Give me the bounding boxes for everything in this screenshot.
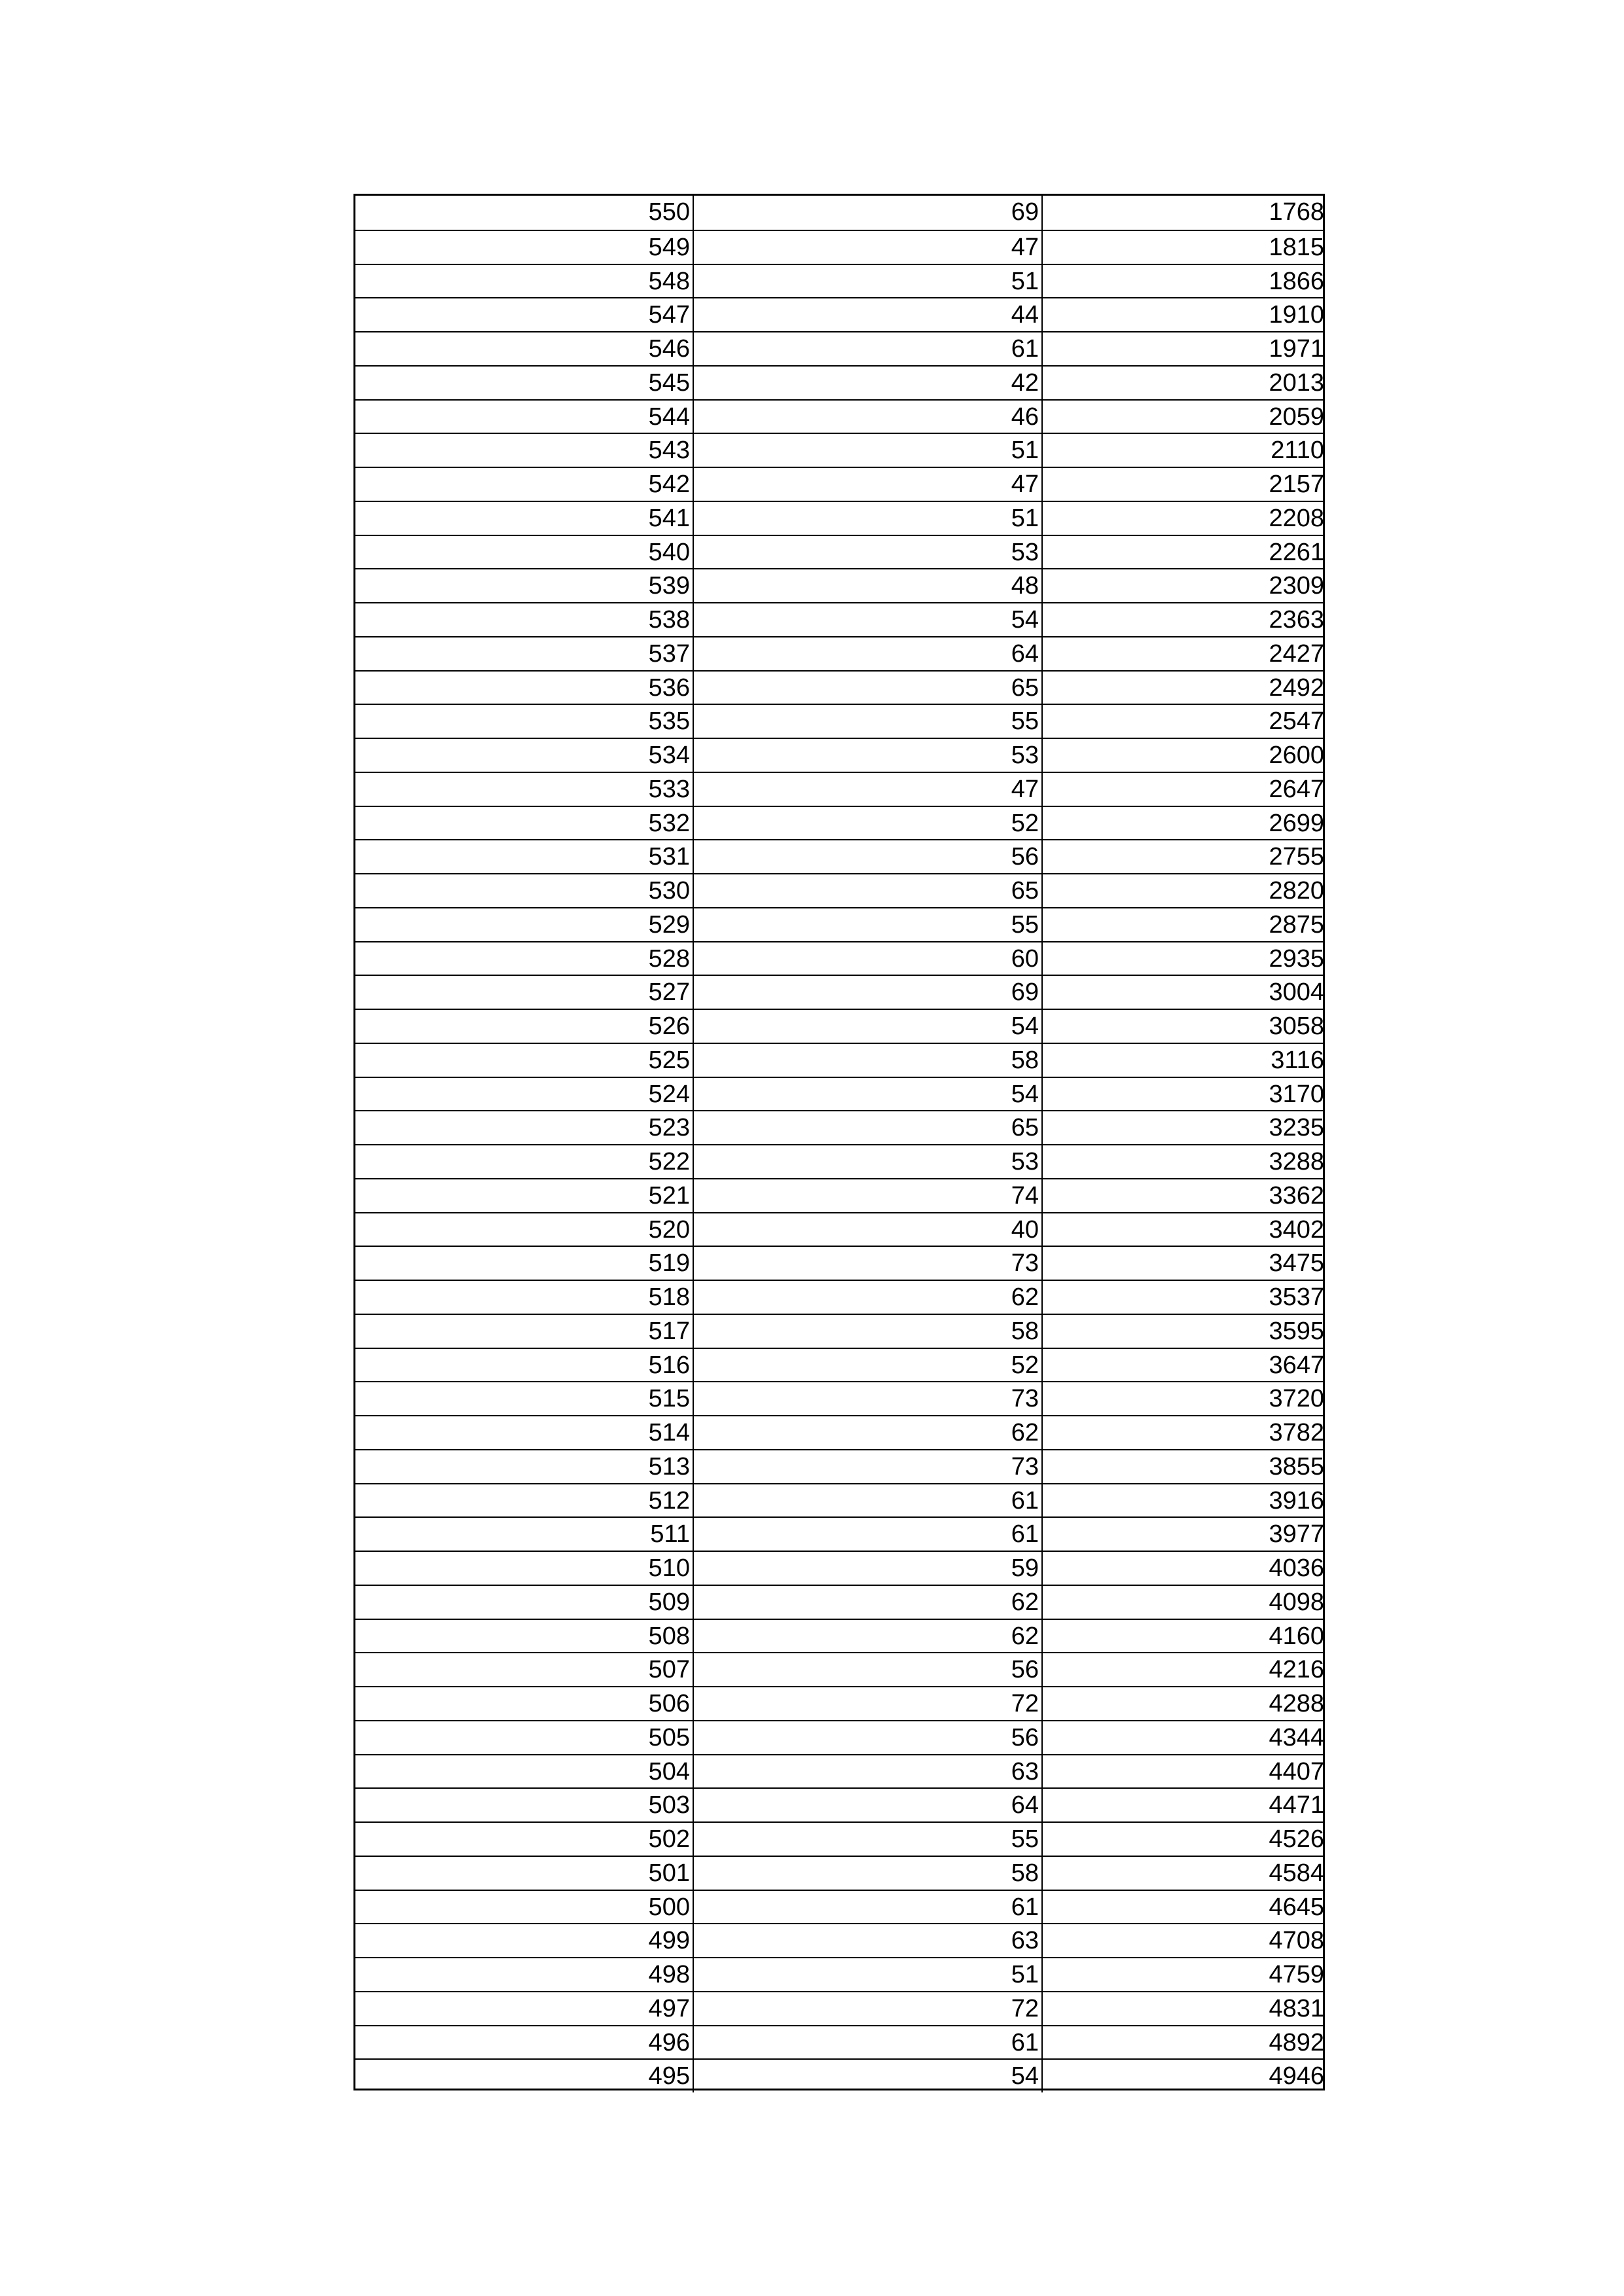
score-cell: 517 <box>355 1315 694 1348</box>
table-row <box>355 806 1323 840</box>
table-row <box>355 907 1323 941</box>
cumulative-cell: 1815 <box>1269 233 1324 261</box>
cumulative-cell: 2935 <box>1269 944 1324 973</box>
score-cell: 500 <box>355 1891 694 1924</box>
cumulative-cell: 4708 <box>1269 1927 1324 1955</box>
score-cell: 510 <box>355 1552 694 1585</box>
cumulative-cell: 3782 <box>1269 1419 1324 1446</box>
count-cell: 62 <box>694 1620 1043 1653</box>
cumulative-cell: 3720 <box>1269 1385 1324 1413</box>
table-row <box>355 975 1323 1009</box>
count-cell: 73 <box>694 1450 1043 1483</box>
score-cell: 528 <box>355 942 694 975</box>
count-cell: 54 <box>694 1078 1043 1111</box>
cumulative-cell: 4036 <box>1269 1554 1324 1582</box>
table-row <box>355 602 1323 636</box>
score-cell: 545 <box>355 367 694 399</box>
cumulative-cell: 2059 <box>1269 403 1324 431</box>
count-cell: 63 <box>694 1924 1043 1957</box>
table-row <box>355 365 1323 399</box>
count-cell: 69 <box>694 976 1043 1009</box>
score-cell: 534 <box>355 739 694 772</box>
count-cell: 65 <box>694 672 1043 704</box>
count-cell: 40 <box>694 1213 1043 1246</box>
table-row <box>355 331 1323 365</box>
table-row <box>355 1280 1323 1314</box>
table-row <box>355 399 1323 433</box>
count-cell: 65 <box>694 874 1043 907</box>
cumulative-cell: 1971 <box>1269 335 1324 363</box>
table-row <box>355 1043 1323 1077</box>
score-cell: 506 <box>355 1687 694 1720</box>
score-cell: 526 <box>355 1010 694 1043</box>
table-row <box>355 670 1323 704</box>
score-cell: 541 <box>355 502 694 535</box>
table-row <box>355 2058 1323 2092</box>
table-row <box>355 1110 1323 1144</box>
cumulative-cell: 4407 <box>1269 1757 1324 1785</box>
cumulative-cell: 2110 <box>1271 437 1324 465</box>
score-cell: 523 <box>355 1111 694 1144</box>
count-cell: 52 <box>694 1349 1043 1382</box>
cumulative-cell: 4645 <box>1269 1893 1324 1921</box>
cumulative-cell: 3916 <box>1269 1486 1324 1515</box>
count-cell: 62 <box>694 1586 1043 1619</box>
cumulative-cell: 4160 <box>1269 1622 1324 1650</box>
count-cell: 64 <box>694 1789 1043 1821</box>
score-cell: 536 <box>355 672 694 704</box>
cumulative-cell: 3402 <box>1269 1215 1324 1244</box>
cumulative-cell: 1866 <box>1269 267 1324 295</box>
score-cell: 549 <box>355 231 694 264</box>
table-row <box>355 1144 1323 1178</box>
cumulative-cell: 2427 <box>1269 639 1324 668</box>
score-cell: 499 <box>355 1924 694 1957</box>
count-cell: 61 <box>694 1518 1043 1551</box>
count-cell: 72 <box>694 1992 1043 2025</box>
table-row <box>355 535 1323 569</box>
cumulative-cell: 2600 <box>1269 742 1324 769</box>
count-cell: 59 <box>694 1552 1043 1585</box>
count-cell: 55 <box>694 705 1043 738</box>
count-cell: 47 <box>694 773 1043 806</box>
count-cell: 61 <box>694 2026 1043 2059</box>
count-cell: 51 <box>694 502 1043 535</box>
score-cell: 512 <box>355 1484 694 1517</box>
cumulative-cell: 3288 <box>1269 1148 1324 1175</box>
score-cell: 546 <box>355 332 694 365</box>
table-row <box>355 196 1323 230</box>
table-row <box>355 568 1323 602</box>
cumulative-cell: 2755 <box>1269 843 1324 871</box>
table-row <box>355 1246 1323 1280</box>
count-cell: 69 <box>694 196 1043 230</box>
score-cell: 501 <box>355 1857 694 1890</box>
cumulative-cell: 3647 <box>1269 1351 1324 1379</box>
table-row <box>355 704 1323 738</box>
score-cell: 544 <box>355 401 694 433</box>
count-cell: 63 <box>694 1755 1043 1788</box>
count-cell: 48 <box>694 569 1043 602</box>
count-cell: 51 <box>694 434 1043 467</box>
score-cell: 527 <box>355 976 694 1009</box>
score-cell: 515 <box>355 1382 694 1415</box>
count-cell: 73 <box>694 1382 1043 1415</box>
score-cell: 516 <box>355 1349 694 1382</box>
cumulative-cell: 2699 <box>1269 809 1324 837</box>
score-cell: 514 <box>355 1416 694 1449</box>
cumulative-cell: 4288 <box>1269 1690 1324 1717</box>
count-cell: 61 <box>694 1891 1043 1924</box>
cumulative-cell: 3004 <box>1269 978 1324 1007</box>
table-row <box>355 264 1323 298</box>
score-cell: 513 <box>355 1450 694 1483</box>
cumulative-cell: 4526 <box>1269 1825 1324 1853</box>
cumulative-cell: 3595 <box>1269 1317 1324 1345</box>
cumulative-cell: 3116 <box>1271 1046 1324 1074</box>
table-row <box>355 1619 1323 1653</box>
count-cell: 64 <box>694 637 1043 670</box>
count-cell: 56 <box>694 1653 1043 1686</box>
score-cell: 533 <box>355 773 694 806</box>
cumulative-cell: 2820 <box>1269 877 1324 905</box>
table-row <box>355 1415 1323 1449</box>
count-cell: 62 <box>694 1281 1043 1314</box>
score-cell: 507 <box>355 1653 694 1686</box>
table-row <box>355 1314 1323 1348</box>
score-cell: 543 <box>355 434 694 467</box>
cumulative-cell: 2547 <box>1269 708 1324 736</box>
cumulative-cell: 3235 <box>1269 1114 1324 1142</box>
table-row <box>355 1720 1323 1754</box>
cumulative-cell: 2208 <box>1269 504 1324 532</box>
score-cell: 538 <box>355 603 694 636</box>
score-cell: 496 <box>355 2026 694 2059</box>
score-cell: 522 <box>355 1145 694 1178</box>
count-cell: 61 <box>694 332 1043 365</box>
table-row <box>355 1957 1323 1991</box>
cumulative-cell: 4759 <box>1269 1961 1324 1988</box>
count-cell: 47 <box>694 231 1043 264</box>
table-row <box>355 839 1323 873</box>
score-cell: 529 <box>355 908 694 941</box>
count-cell: 58 <box>694 1315 1043 1348</box>
table-row <box>355 501 1323 535</box>
cumulative-cell: 2309 <box>1269 572 1324 600</box>
table-row <box>355 1348 1323 1382</box>
count-cell: 42 <box>694 367 1043 399</box>
table-row <box>355 1754 1323 1788</box>
table-row <box>355 1856 1323 1890</box>
score-cell: 508 <box>355 1620 694 1653</box>
count-cell: 62 <box>694 1416 1043 1449</box>
table-row <box>355 1787 1323 1821</box>
count-cell: 44 <box>694 298 1043 331</box>
table-row <box>355 1077 1323 1111</box>
cumulative-cell: 3537 <box>1269 1283 1324 1311</box>
cumulative-cell: 2261 <box>1269 538 1324 566</box>
count-cell: 46 <box>694 401 1043 433</box>
count-cell: 72 <box>694 1687 1043 1720</box>
cumulative-cell: 2647 <box>1269 775 1324 803</box>
table-row <box>355 1821 1323 1856</box>
cumulative-cell: 4098 <box>1269 1588 1324 1616</box>
count-cell: 55 <box>694 908 1043 941</box>
table-row <box>355 1991 1323 2025</box>
table-row <box>355 433 1323 467</box>
cumulative-cell: 4831 <box>1269 1994 1324 2022</box>
count-cell: 51 <box>694 265 1043 298</box>
count-cell: 52 <box>694 807 1043 840</box>
score-cell: 502 <box>355 1823 694 1856</box>
cumulative-cell: 3362 <box>1269 1181 1324 1210</box>
score-cell: 532 <box>355 807 694 840</box>
table-row <box>355 1449 1323 1483</box>
score-cell: 497 <box>355 1992 694 2025</box>
score-cell: 535 <box>355 705 694 738</box>
score-cell: 509 <box>355 1586 694 1619</box>
cumulative-cell: 1768 <box>1269 198 1324 226</box>
count-cell: 55 <box>694 1823 1043 1856</box>
score-cell: 503 <box>355 1789 694 1821</box>
table-row <box>355 1212 1323 1246</box>
table-row <box>355 297 1323 331</box>
score-cell: 495 <box>355 2060 694 2092</box>
score-cell: 537 <box>355 637 694 670</box>
count-cell: 58 <box>694 1857 1043 1890</box>
count-cell: 54 <box>694 603 1043 636</box>
score-cell: 519 <box>355 1247 694 1280</box>
cumulative-cell: 4946 <box>1269 2062 1324 2090</box>
table-row <box>355 1483 1323 1517</box>
table-row <box>355 636 1323 670</box>
count-cell: 53 <box>694 739 1043 772</box>
cumulative-cell: 4471 <box>1269 1791 1324 1820</box>
cumulative-cell: 1910 <box>1269 301 1324 329</box>
table-row <box>355 230 1323 264</box>
score-cell: 521 <box>355 1179 694 1212</box>
count-cell: 53 <box>694 536 1043 569</box>
score-cell: 539 <box>355 569 694 602</box>
cumulative-cell: 4216 <box>1269 1656 1324 1684</box>
score-cell: 530 <box>355 874 694 907</box>
count-cell: 65 <box>694 1111 1043 1144</box>
score-cell: 505 <box>355 1721 694 1754</box>
cumulative-cell: 3058 <box>1269 1013 1324 1040</box>
table-row <box>355 1516 1323 1551</box>
table-row <box>355 1652 1323 1686</box>
count-cell: 73 <box>694 1247 1043 1280</box>
table-row <box>355 772 1323 806</box>
count-cell: 56 <box>694 840 1043 873</box>
score-cell: 518 <box>355 1281 694 1314</box>
table-row <box>355 1923 1323 1957</box>
cumulative-cell: 4344 <box>1269 1723 1324 1751</box>
table-row <box>355 1381 1323 1415</box>
table-row <box>355 1551 1323 1585</box>
cumulative-cell: 2013 <box>1269 368 1324 397</box>
count-cell: 54 <box>694 1010 1043 1043</box>
count-cell: 47 <box>694 468 1043 501</box>
score-cell: 548 <box>355 265 694 298</box>
score-cell: 511 <box>355 1518 694 1551</box>
cumulative-cell: 3977 <box>1269 1520 1324 1549</box>
count-cell: 58 <box>694 1044 1043 1077</box>
table-row <box>355 873 1323 907</box>
cumulative-cell: 3475 <box>1269 1249 1324 1278</box>
cumulative-cell: 3170 <box>1269 1080 1324 1108</box>
table-row <box>355 1585 1323 1619</box>
score-cell: 525 <box>355 1044 694 1077</box>
score-table <box>353 194 1325 2090</box>
cumulative-cell: 2492 <box>1269 673 1324 702</box>
table-row <box>355 1009 1323 1043</box>
table-row <box>355 1686 1323 1720</box>
score-cell: 498 <box>355 1958 694 1991</box>
count-cell: 61 <box>694 1484 1043 1517</box>
cumulative-cell: 2875 <box>1269 910 1324 939</box>
score-cell: 520 <box>355 1213 694 1246</box>
score-cell: 531 <box>355 840 694 873</box>
cumulative-cell: 4584 <box>1269 1859 1324 1887</box>
table-row <box>355 1890 1323 1924</box>
count-cell: 74 <box>694 1179 1043 1212</box>
score-cell: 540 <box>355 536 694 569</box>
cumulative-cell: 3855 <box>1269 1452 1324 1480</box>
score-cell: 550 <box>355 196 694 230</box>
cumulative-cell: 2157 <box>1269 471 1324 498</box>
table-row <box>355 2025 1323 2059</box>
cumulative-cell: 2363 <box>1269 606 1324 634</box>
table-row <box>355 738 1323 772</box>
table-row <box>355 467 1323 501</box>
count-cell: 51 <box>694 1958 1043 1991</box>
cumulative-cell: 4892 <box>1269 2028 1324 2056</box>
count-cell: 53 <box>694 1145 1043 1178</box>
count-cell: 56 <box>694 1721 1043 1754</box>
score-cell: 504 <box>355 1755 694 1788</box>
table-row <box>355 1178 1323 1212</box>
count-cell: 54 <box>694 2060 1043 2092</box>
score-cell: 547 <box>355 298 694 331</box>
score-cell: 542 <box>355 468 694 501</box>
table-row <box>355 941 1323 975</box>
score-cell: 524 <box>355 1078 694 1111</box>
count-cell: 60 <box>694 942 1043 975</box>
